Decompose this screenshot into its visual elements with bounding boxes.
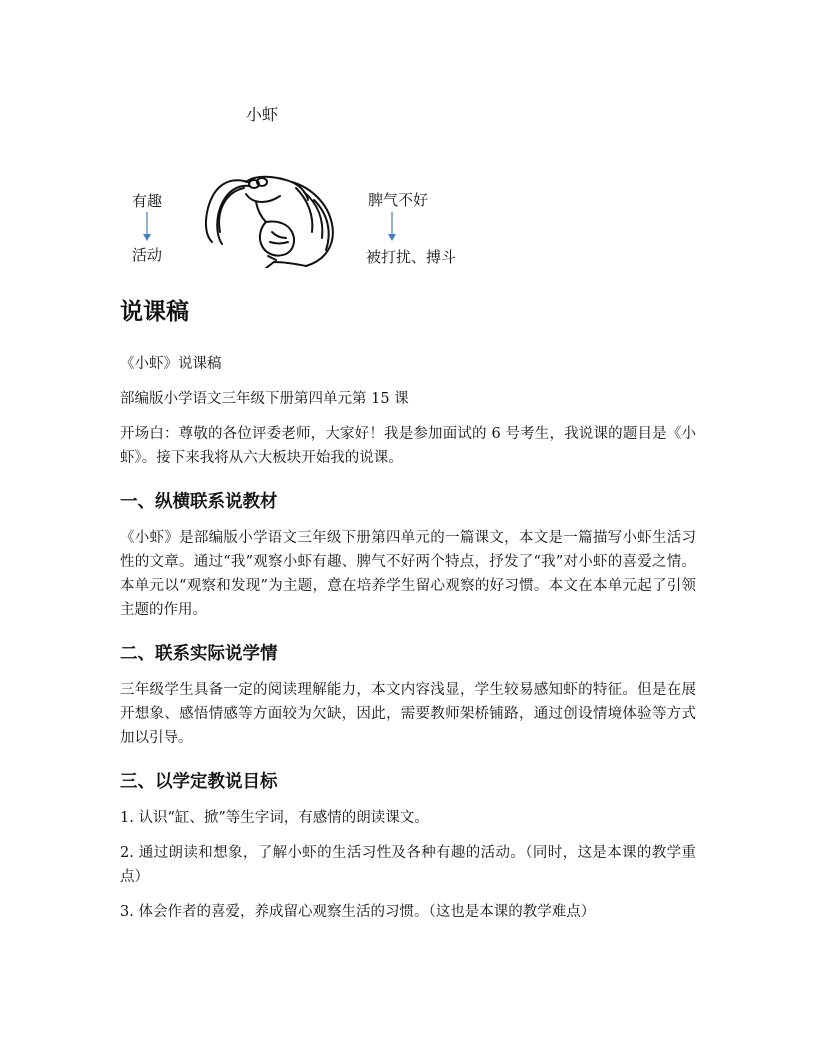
section-heading-3: 三、以学定教说目标 <box>120 772 278 792</box>
lesson-subtitle: 部编版小学语文三年级下册第四单元第 15 课 <box>120 391 409 407</box>
diagram-right-bottom-label: 被打扰、搏斗 <box>366 248 457 266</box>
objective-item-3: 3. 体会作者的喜爱，养成留心观察生活的习惯。（这也是本课的教学难点） <box>120 904 596 920</box>
shrimp-illustration <box>196 172 344 268</box>
section-body-1: 《小虾》是部编版小学语文三年级下册第四单元的一篇课文，本文是一篇描写小虾生活习性的文章。通过“我”观察小虾有趣、脾气不好两个特点，抒发了“我”对小虾的喜爱之情。本单元以“观察和发现”为主题，意在培养学生留心观察的好习惯。本文在本单元起了引领主题的作用。 <box>120 530 696 618</box>
objective-item-2: 2. 通过朗读和想象，了解小虾的生活习性及各种有趣的活动。（同时，这是本课的教学重点） <box>120 845 696 885</box>
section-heading-2: 二、联系实际说学情 <box>120 644 278 664</box>
document-body <box>120 296 696 935</box>
diagram-title: 小虾 <box>246 105 279 124</box>
diagram-right-top-label: 脾气不好 <box>368 191 429 209</box>
down-arrow-icon <box>141 212 153 242</box>
section-body-2: 三年级学生具备一定的阅读理解能力，本文内容浅显，学生较易感知虾的特征。但是在展开想象、感悟情感等方面较为欠缺，因此，需要教师架桥铺路，通过创设情境体验等方式加以引导。 <box>120 682 696 746</box>
objective-item-1: 1. 认识“缸、掀”等生字词，有感情的朗读课文。 <box>120 810 429 826</box>
opening-paragraph: 开场白：尊敬的各位评委老师，大家好！我是参加面试的 6 号考生，我说课的题目是《小虾》。接下来我将从六大板块开始我的说课。 <box>120 426 696 466</box>
section-heading-1: 一、纵横联系说教材 <box>120 492 278 512</box>
diagram-left-bottom-label: 活动 <box>132 246 163 264</box>
intro-title-line: 《小虾》说课稿 <box>120 356 222 372</box>
blackboard-diagram <box>120 90 540 280</box>
page-title: 说课稿 <box>120 299 189 325</box>
diagram-left-top-label: 有趣 <box>132 192 163 210</box>
down-arrow-icon <box>386 212 398 242</box>
